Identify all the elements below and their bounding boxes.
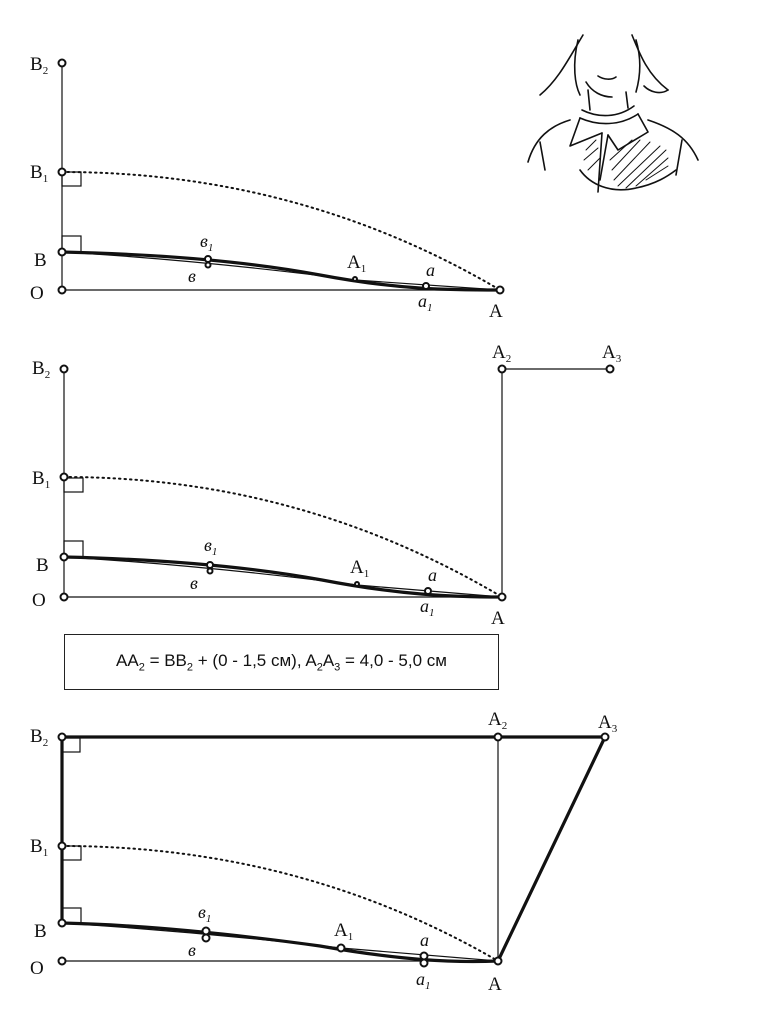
label-b1: $B_1$ (30, 836, 49, 859)
label-b2: $B_2$ (30, 726, 49, 749)
label-a1: $a_1$ (420, 596, 435, 619)
label-a: a (428, 565, 437, 585)
point-a1 (421, 960, 428, 967)
label-b1: $B_1$ (30, 162, 49, 185)
point-a1-upper (353, 277, 357, 281)
label-v: в (188, 940, 196, 960)
point-a1-upper (338, 945, 345, 952)
label-a3: $A_3$ (602, 342, 622, 365)
point-b1 (59, 169, 66, 176)
point-v1 (207, 562, 213, 568)
label-v1: $в_1$ (204, 535, 218, 558)
dotted-arc (62, 846, 498, 961)
formula-text: $AA_2 = BB_2 + (0 - 1,5$ см), $A_2A_3 = 4,0 - 5,0$ см (116, 650, 447, 674)
label-a1-upper: $A_1$ (334, 920, 354, 943)
point-b2 (59, 60, 66, 67)
point-b (59, 249, 66, 256)
point-b (59, 920, 66, 927)
label-v: в (188, 266, 196, 286)
label-b2: $B_2$ (32, 358, 51, 381)
point-a2 (499, 366, 506, 373)
point-a (423, 283, 429, 289)
point-a1-upper (355, 582, 359, 586)
point-a-end (495, 958, 502, 965)
label-a1: $a_1$ (416, 969, 431, 992)
point-a3 (607, 366, 614, 373)
label-v1: $в_1$ (200, 231, 214, 254)
label-b1: $B_1$ (32, 468, 51, 491)
point-a (425, 588, 431, 594)
point-a-end (497, 287, 504, 294)
point-a2 (495, 734, 502, 741)
point-o (59, 287, 66, 294)
diagram-step-2 (32, 342, 622, 629)
label-a1: $a_1$ (418, 291, 433, 314)
point-b1 (59, 843, 66, 850)
label-b2: $B_2$ (30, 54, 49, 77)
label-b: B (34, 921, 47, 942)
point-b2 (61, 366, 68, 373)
point-o (59, 958, 66, 965)
label-b: B (34, 250, 47, 271)
label-a1-upper: $A_1$ (347, 252, 367, 275)
label-b: B (36, 555, 49, 576)
label-a2: $A_2$ (488, 709, 508, 732)
label-a2: $A_2$ (492, 342, 512, 365)
label-o: O (30, 958, 44, 979)
diagram-step-1 (30, 54, 504, 322)
point-b2 (59, 734, 66, 741)
label-a: a (420, 930, 429, 950)
label-v: в (190, 573, 198, 593)
collar-sketch-icon (528, 35, 698, 192)
point-v1 (205, 256, 211, 262)
label-a-end: A (489, 301, 503, 322)
point-a (421, 953, 428, 960)
label-o: O (30, 283, 44, 304)
point-v (203, 935, 210, 942)
label-a1-upper: $A_1$ (350, 557, 370, 580)
point-b (61, 554, 68, 561)
formula-box (64, 634, 499, 690)
label-a: a (426, 260, 435, 280)
point-v1 (203, 928, 210, 935)
point-o (61, 594, 68, 601)
point-a-end (499, 594, 506, 601)
diagram-step-3 (30, 709, 618, 995)
label-a-end: A (488, 974, 502, 995)
label-a-end: A (491, 608, 505, 629)
point-v (206, 263, 211, 268)
label-a3: $A_3$ (598, 712, 618, 735)
point-b1 (61, 474, 68, 481)
label-v1: $в_1$ (198, 902, 212, 925)
label-o: O (32, 590, 46, 611)
point-v (208, 569, 213, 574)
point-a3 (602, 734, 609, 741)
